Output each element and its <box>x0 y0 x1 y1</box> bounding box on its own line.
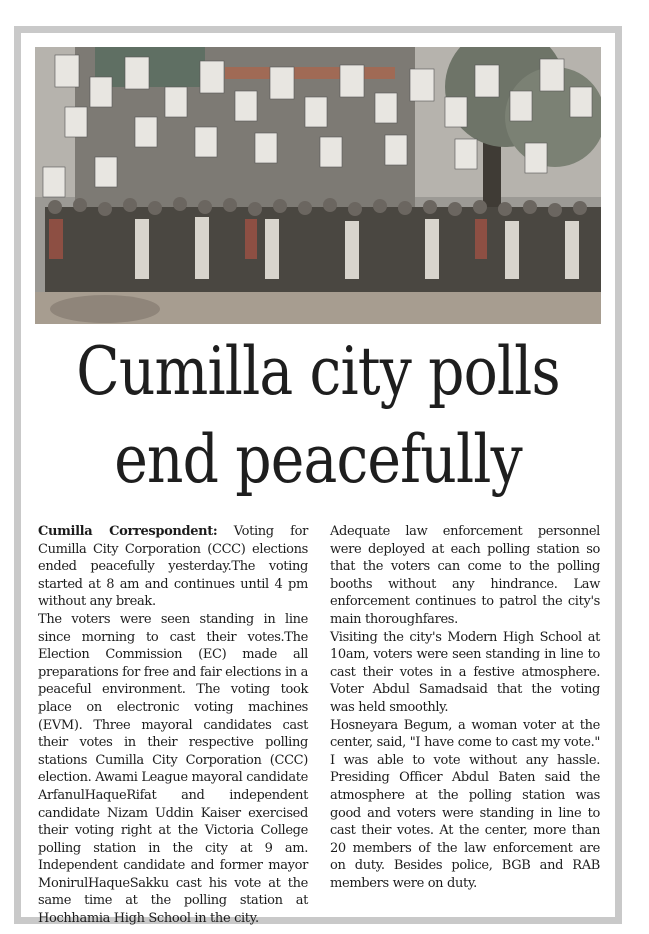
paragraph-1: Voting for Cumilla City Corporation (CCC) elections ended peacefully yesterday.The voting started at 8 am and continues until 4 pm without any break. <box>38 524 308 610</box>
paragraph-2-continued: Adequate law enforcement personnel were deployed at each polling station so that the voters can come to the polling booths without any hindrance. Law enforcement continues to patrol the city's main thoroughfares. <box>330 524 600 627</box>
article-column-1 <box>38 523 308 928</box>
article-column-2 <box>330 523 600 892</box>
headline-line-2: end peacefully <box>114 421 522 498</box>
paragraph-2-text: The voters were seen standing in line since morning to cast their votes.The Election Commission (EC) made all preparations for free and fair elections in a peaceful environment. The voting took place on electronic voting machines (EVM). Three mayoral candidates cast their votes in their respective polling stations Cumilla City Corporation (CCC) election. Awami League mayoral candidate ArfanulHaqueRifat and independent candidate Nizam Uddin Kaiser exercised their voting right at the Victoria College polling station in the city at 9 am. Independent candidate and former mayor MonirulHaqueSakku cast his vote at the same time at the polling station at Hochhamia High School in the city. <box>38 611 308 927</box>
paragraph-2 <box>38 611 308 928</box>
paragraph-3: Visiting the city's Modern High School at 10am, voters were seen standing in line to cast their votes in a festive atmosphere. Voter Abdul Samadsaid that the voting was held smoothly. <box>330 629 600 715</box>
news-photo <box>35 47 601 324</box>
clipping-page <box>21 33 615 927</box>
crowd-photo-icon <box>35 47 601 324</box>
headline-line-1: Cumilla city polls <box>76 333 560 410</box>
paragraph-4: Hosneyara Begum, a woman voter at the center, said, "I have come to cast my vote." I was able to vote without any hassle. Presiding Officer Abdul Baten said the atmosphere at the polling station was good and voters were standing in line to cast their votes. At the center, more than 20 members of the law enforcement are on duty. Besides police, BGB and RAB members were on duty. <box>330 717 600 891</box>
byline: Cumilla Correspondent: <box>38 524 218 539</box>
clipping-frame <box>14 26 622 927</box>
article-lead <box>38 523 308 611</box>
